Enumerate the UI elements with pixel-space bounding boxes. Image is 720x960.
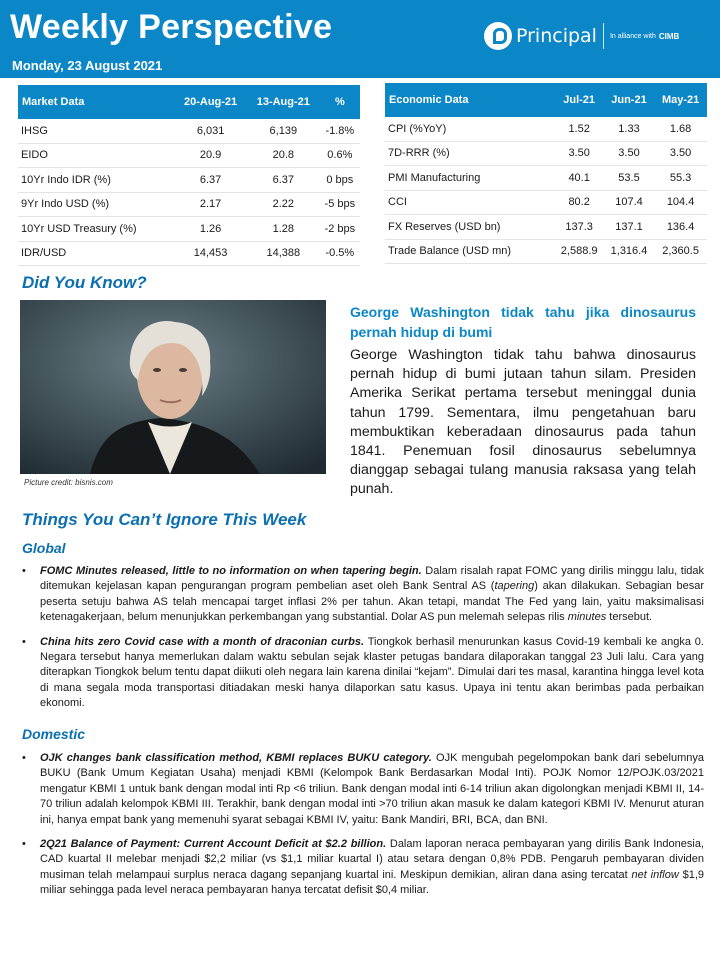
cell: 1.28 — [247, 217, 320, 242]
cell: 137.3 — [554, 215, 603, 240]
news-lead: FOMC Minutes released, little to no information on when tapering begin. — [40, 565, 422, 577]
row-label: IHSG — [18, 119, 174, 143]
cell: 20.8 — [247, 143, 320, 168]
list-item — [22, 751, 704, 828]
table-row — [18, 192, 360, 217]
row-label: 7D-RRR (%) — [385, 141, 554, 166]
cell: -1.8% — [320, 119, 360, 143]
cimb-logo: CIMB — [658, 31, 680, 41]
row-label: CCI — [385, 190, 554, 215]
table-row — [18, 217, 360, 242]
picture-credit: Picture credit: bisnis.com — [24, 478, 113, 487]
news-text: $1,9 miliar sehingga pada level neraca pembayaran hanya tercatat defisit $0,4 miliar. — [40, 868, 704, 897]
cell: 6,031 — [174, 119, 247, 143]
principal-logo-icon — [484, 22, 512, 50]
economic-header-col: May-21 — [654, 83, 707, 117]
row-label: EIDO — [18, 143, 174, 168]
cell: 14,453 — [174, 241, 247, 266]
bullet-icon: • — [22, 565, 26, 577]
logo-name: Principal — [516, 25, 597, 47]
domestic-heading: Domestic — [22, 726, 86, 742]
cell: 2.22 — [247, 192, 320, 217]
table-row — [385, 166, 707, 191]
market-header-label: Market Data — [18, 85, 174, 119]
things-heading: Things You Can’t Ignore This Week — [22, 510, 307, 529]
cell: 137.1 — [604, 215, 654, 240]
news-text: Tiongkok berhasil menurunkan kasus Covid-19 kembali ke angka 0. Negara tersebut hanya memerlukan dalam waktu sebulan sejak klaster petugas bandara dilaporakan tanggal 23 Juli lalu. Cara yang diterapkan Tiongkok belum tentu dapat diikuti oleh negara lain karena dinilai “kejam”. Dimulai dari tes masal, karantina hingga level kota di mana segala moda transportasi ditiadakan meski hanya dilaporkan satu kasus. Upaya ini tentu akan berimbas pada perbaikan ekonomi. — [40, 635, 704, 710]
news-lead: OJK changes bank classification method, KBMI replaces BUKU category. — [40, 752, 432, 764]
table-row — [385, 141, 707, 166]
page-title: Weekly Perspective — [10, 8, 333, 46]
table-row — [18, 143, 360, 168]
bullet-icon: • — [22, 635, 26, 648]
bullet-icon: • — [22, 838, 26, 851]
row-label: 10Yr USD Treasury (%) — [18, 217, 174, 242]
cell: 0 bps — [320, 168, 360, 193]
fact-body: George Washington tidak tahu bahwa dinosaurus pernah hidup di bumi jutaan tahun silam. Presiden Amerika Serikat pertama tersebut meninggal dunia tahun 1799. Sementara, ilmu pengetahuan baru membuktikan keberadaan dinosaurus pada tahun 1841. Penemuan fosil dinosaurus sebelumnya dianggap sebagai tulang manusia raksasa yang telah punah. — [350, 347, 696, 498]
economic-header-label: Economic Data — [385, 83, 554, 117]
global-news-list — [22, 564, 704, 721]
portrait-image — [20, 300, 326, 474]
cell: 1.33 — [604, 117, 654, 141]
news-text: OJK mengubah pegelompokan bank dari sebelumnya BUKU (Bank Umum Kegiatan Usaha) menjadi KBMI (Kelompok Bank Berdasarkan Modal Inti). POJK Nomor 12/POJK.03/2021 mengatur KBMI 1 untuk bank dengan modal inti Rp <6 triliun. Bank dengan modal inti 6-14 triliun akan digolongkan menjadi KBMI II, 14-70 triliun adalah kelompok KBMI III. Terakhir, bank dengan modal inti >70 triliun akan masuk ke dalam kategori KBMI IV. Menurut aturan ini, hanya empat bank yang memenuhi syarat sebagai KBMI IV, yaitu: Bank Mandiri, BRI, BCA, dan BNI. — [40, 752, 704, 826]
cell: 3.50 — [554, 141, 603, 166]
cell: -0.5% — [320, 241, 360, 266]
news-emphasis: tapering — [494, 580, 535, 593]
table-row — [18, 168, 360, 193]
cell: 14,388 — [247, 241, 320, 266]
fact-title: George Washington tidak tahu jika dinosaurus pernah hidup di bumi — [350, 304, 696, 340]
market-data-table — [18, 85, 360, 266]
news-emphasis: minutes — [567, 611, 607, 624]
cell: 6,139 — [247, 119, 320, 143]
header-banner — [0, 0, 720, 78]
cell: 107.4 — [604, 190, 654, 215]
market-header-col: 20-Aug-21 — [174, 85, 247, 119]
table-row — [385, 190, 707, 215]
cell: 6.37 — [174, 168, 247, 193]
cell: 53.5 — [604, 166, 654, 191]
cell: 1.68 — [654, 117, 707, 141]
market-header-col: 13-Aug-21 — [247, 85, 320, 119]
george-washington-portrait — [20, 300, 326, 474]
cell: 3.50 — [654, 141, 707, 166]
table-row — [385, 215, 707, 240]
cell: 20.9 — [174, 143, 247, 168]
row-label: FX Reserves (USD bn) — [385, 215, 554, 240]
row-label: IDR/USD — [18, 241, 174, 266]
cell: 2,360.5 — [654, 239, 707, 264]
cell: 136.4 — [654, 215, 707, 240]
list-item — [22, 837, 704, 899]
cell: 1.52 — [554, 117, 603, 141]
news-lead: China hits zero Covid case with a month of draconian curbs. — [40, 635, 365, 648]
cell: 40.1 — [554, 166, 603, 191]
news-text: tersebut. — [606, 611, 653, 624]
did-you-know-heading: Did You Know? — [22, 273, 147, 292]
logo-divider — [603, 23, 604, 49]
news-text: ) akan dilakukan. Sebagian besar peserta setuju bahwa AS telah mencapai target inflasi 2% per tahun. Akan tetapi, mandat The Fed yang lain, yaitu maksimalisasi ketenagakerjaan, belum menunjukkan perkembangan yang substantial. Dolar AS pun melemah selepas rilis — [40, 580, 704, 624]
news-lead: 2Q21 Balance of Payment: Current Account Deficit at $2.2 billion. — [40, 838, 387, 851]
cell: 6.37 — [247, 168, 320, 193]
bullet-icon: • — [22, 752, 26, 764]
row-label: Trade Balance (USD mn) — [385, 239, 554, 264]
list-item — [22, 564, 704, 626]
table-row — [18, 241, 360, 266]
news-text: Dalam laporan neraca pembayaran yang dirilis Bank Indonesia, CAD kuartal II melebar menjadi $2,2 miliar (vs $1,1 miliar kuartal I) atau setara dengan 0,8% PDB. Pengaruh pembayaran dividen musiman telah melampaui surplus neraca dagang sepanjang kuartal ini. Meskipun demikian, aliran dana asing tercatat — [40, 838, 704, 881]
news-text: Dalam risalah rapat FOMC yang dirilis minggu lalu, tidak ditemukan kejelasan kapan pengurangan program pembelian aset oleh Bank Sentral AS ( — [40, 565, 704, 593]
cell: 0.6% — [320, 143, 360, 168]
global-heading: Global — [22, 540, 66, 556]
cell: -2 bps — [320, 217, 360, 242]
row-label: CPI (%YoY) — [385, 117, 554, 141]
row-label: 10Yr Indo IDR (%) — [18, 168, 174, 193]
cell: 3.50 — [604, 141, 654, 166]
market-header-col: % — [320, 85, 360, 119]
cell: -5 bps — [320, 192, 360, 217]
cell: 2,588.9 — [554, 239, 603, 264]
news-emphasis: net inflow — [631, 868, 679, 881]
publication-date: Monday, 23 August 2021 — [12, 58, 163, 73]
table-row — [18, 119, 360, 143]
domestic-news-list — [22, 751, 704, 908]
table-row — [385, 239, 707, 264]
cell: 2.17 — [174, 192, 247, 217]
list-item — [22, 635, 704, 712]
economic-data-table — [385, 83, 707, 264]
cell: 80.2 — [554, 190, 603, 215]
row-label: PMI Manufacturing — [385, 166, 554, 191]
cell: 1.26 — [174, 217, 247, 242]
economic-header-col: Jun-21 — [604, 83, 654, 117]
principal-logo — [484, 21, 679, 51]
logo-alliance-text: In alliance with — [609, 32, 656, 40]
economic-header-col: Jul-21 — [554, 83, 603, 117]
cell: 1,316.4 — [604, 239, 654, 264]
cell: 104.4 — [654, 190, 707, 215]
cell: 55.3 — [654, 166, 707, 191]
row-label: 9Yr Indo USD (%) — [18, 192, 174, 217]
table-row — [385, 117, 707, 141]
